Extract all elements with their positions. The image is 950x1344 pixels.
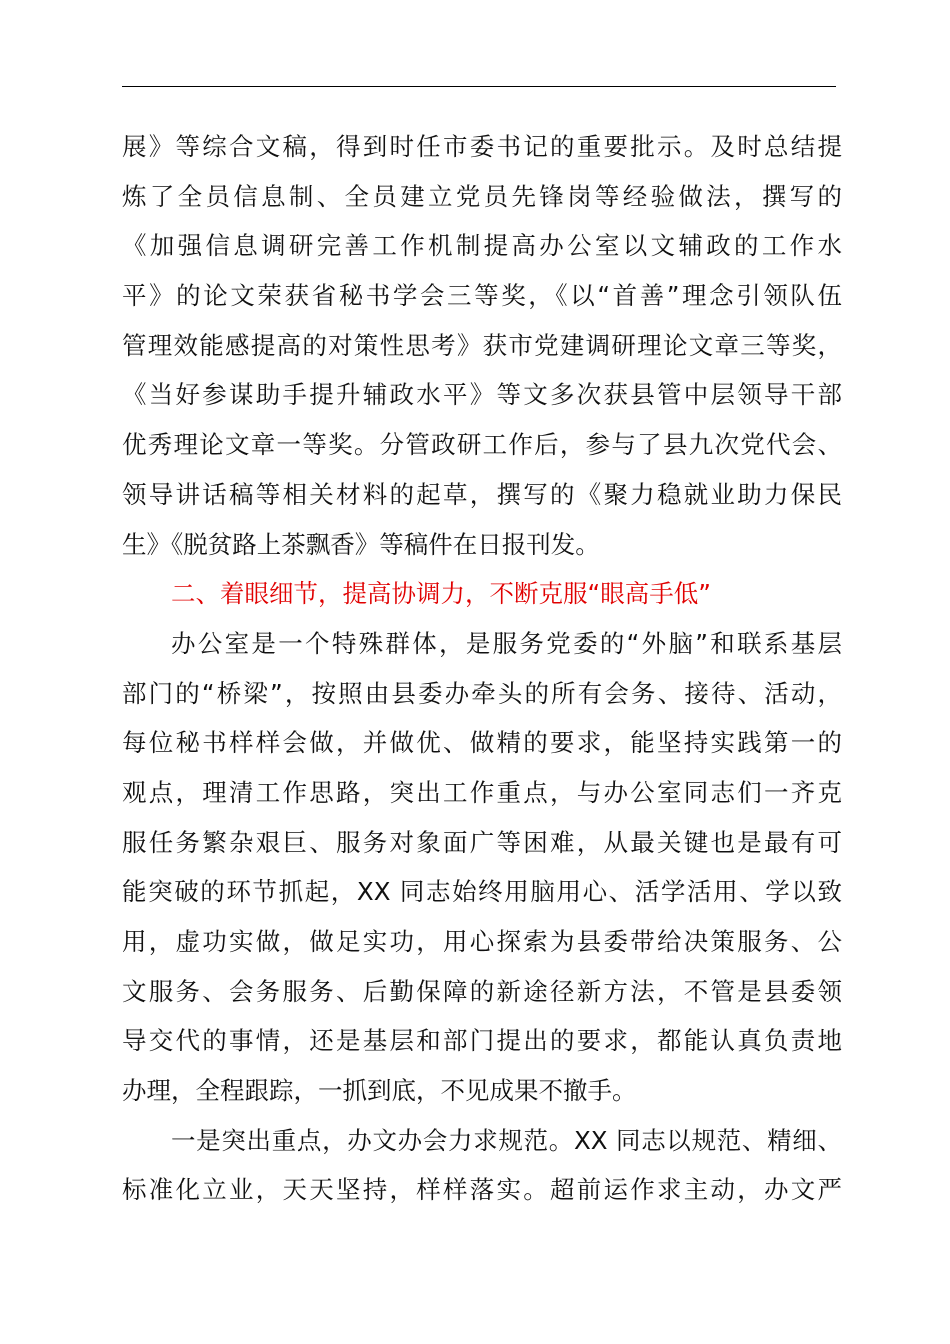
- text-line: 标准化立业，天天坚持，样样落实。超前运作求主动，办文严: [122, 1175, 842, 1205]
- text-line: 用，虚功实做，做足实功，用心探索为县委带给决策服务、公: [122, 927, 842, 956]
- text-line: 管理效能感提高的对策性思考》获市党建调研理论文章三等奖，: [122, 330, 842, 360]
- text-line: 生》《脱贫路上茶飘香》等稿件在日报刊发。: [122, 529, 600, 559]
- paragraph-first-line: 一是突出重点，办文办会力求规范。XX 同志以规范、精细、: [171, 1125, 842, 1155]
- text-line: 展》等综合文稿，得到时任市委书记的重要批示。及时总结提: [122, 132, 842, 161]
- text-line: 文服务、会务服务、后勤保障的新途径新方法，不管是县委领: [122, 976, 842, 1006]
- text-line: 观点，理清工作思路，突出工作重点，与办公室同志们一齐克: [122, 777, 842, 807]
- text-line: 导交代的事情，还是基层和部门提出的要求，都能认真负责地: [122, 1026, 842, 1056]
- header-rule: [122, 86, 836, 87]
- text-line: 部门的“桥梁”，按照由县委办牵头的所有会务、接待、活动，: [122, 678, 842, 708]
- paragraph-first-line: 办公室是一个特殊群体，是服务党委的“外脑”和联系基层: [171, 628, 842, 658]
- document-body: [122, 122, 842, 1215]
- text-line: 《当好参谋助手提升辅政水平》等文多次获县管中层领导干部: [122, 380, 842, 410]
- text-line: 平》的论文荣获省秘书学会三等奖，《以“首善”理念引领队伍: [122, 281, 842, 311]
- text-line: 办理，全程跟踪，一抓到底，不见成果不撤手。: [122, 1076, 637, 1106]
- text-line: 《加强信息调研完善工作机制提高办公室以文辅政的工作水: [122, 231, 842, 261]
- text-line: 能突破的环节抓起，XX 同志始终用脑用心、活学活用、学以致: [122, 877, 842, 907]
- section-heading: 二、着眼细节，提高协调力，不断克服“眼高手低”: [171, 579, 711, 609]
- text-line: 每位秘书样样会做，并做优、做精的要求，能坚持实践第一的: [122, 728, 842, 758]
- text-line: 炼了全员信息制、全员建立党员先锋岗等经验做法，撰写的: [122, 181, 842, 211]
- text-line: 服任务繁杂艰巨、服务对象面广等困难，从最关键也是最有可: [122, 827, 842, 857]
- text-line: 优秀理论文章一等奖。分管政研工作后，参与了县九次党代会、: [122, 430, 842, 460]
- text-line: 领导讲话稿等相关材料的起草，撰写的《聚力稳就业助力保民: [122, 479, 842, 509]
